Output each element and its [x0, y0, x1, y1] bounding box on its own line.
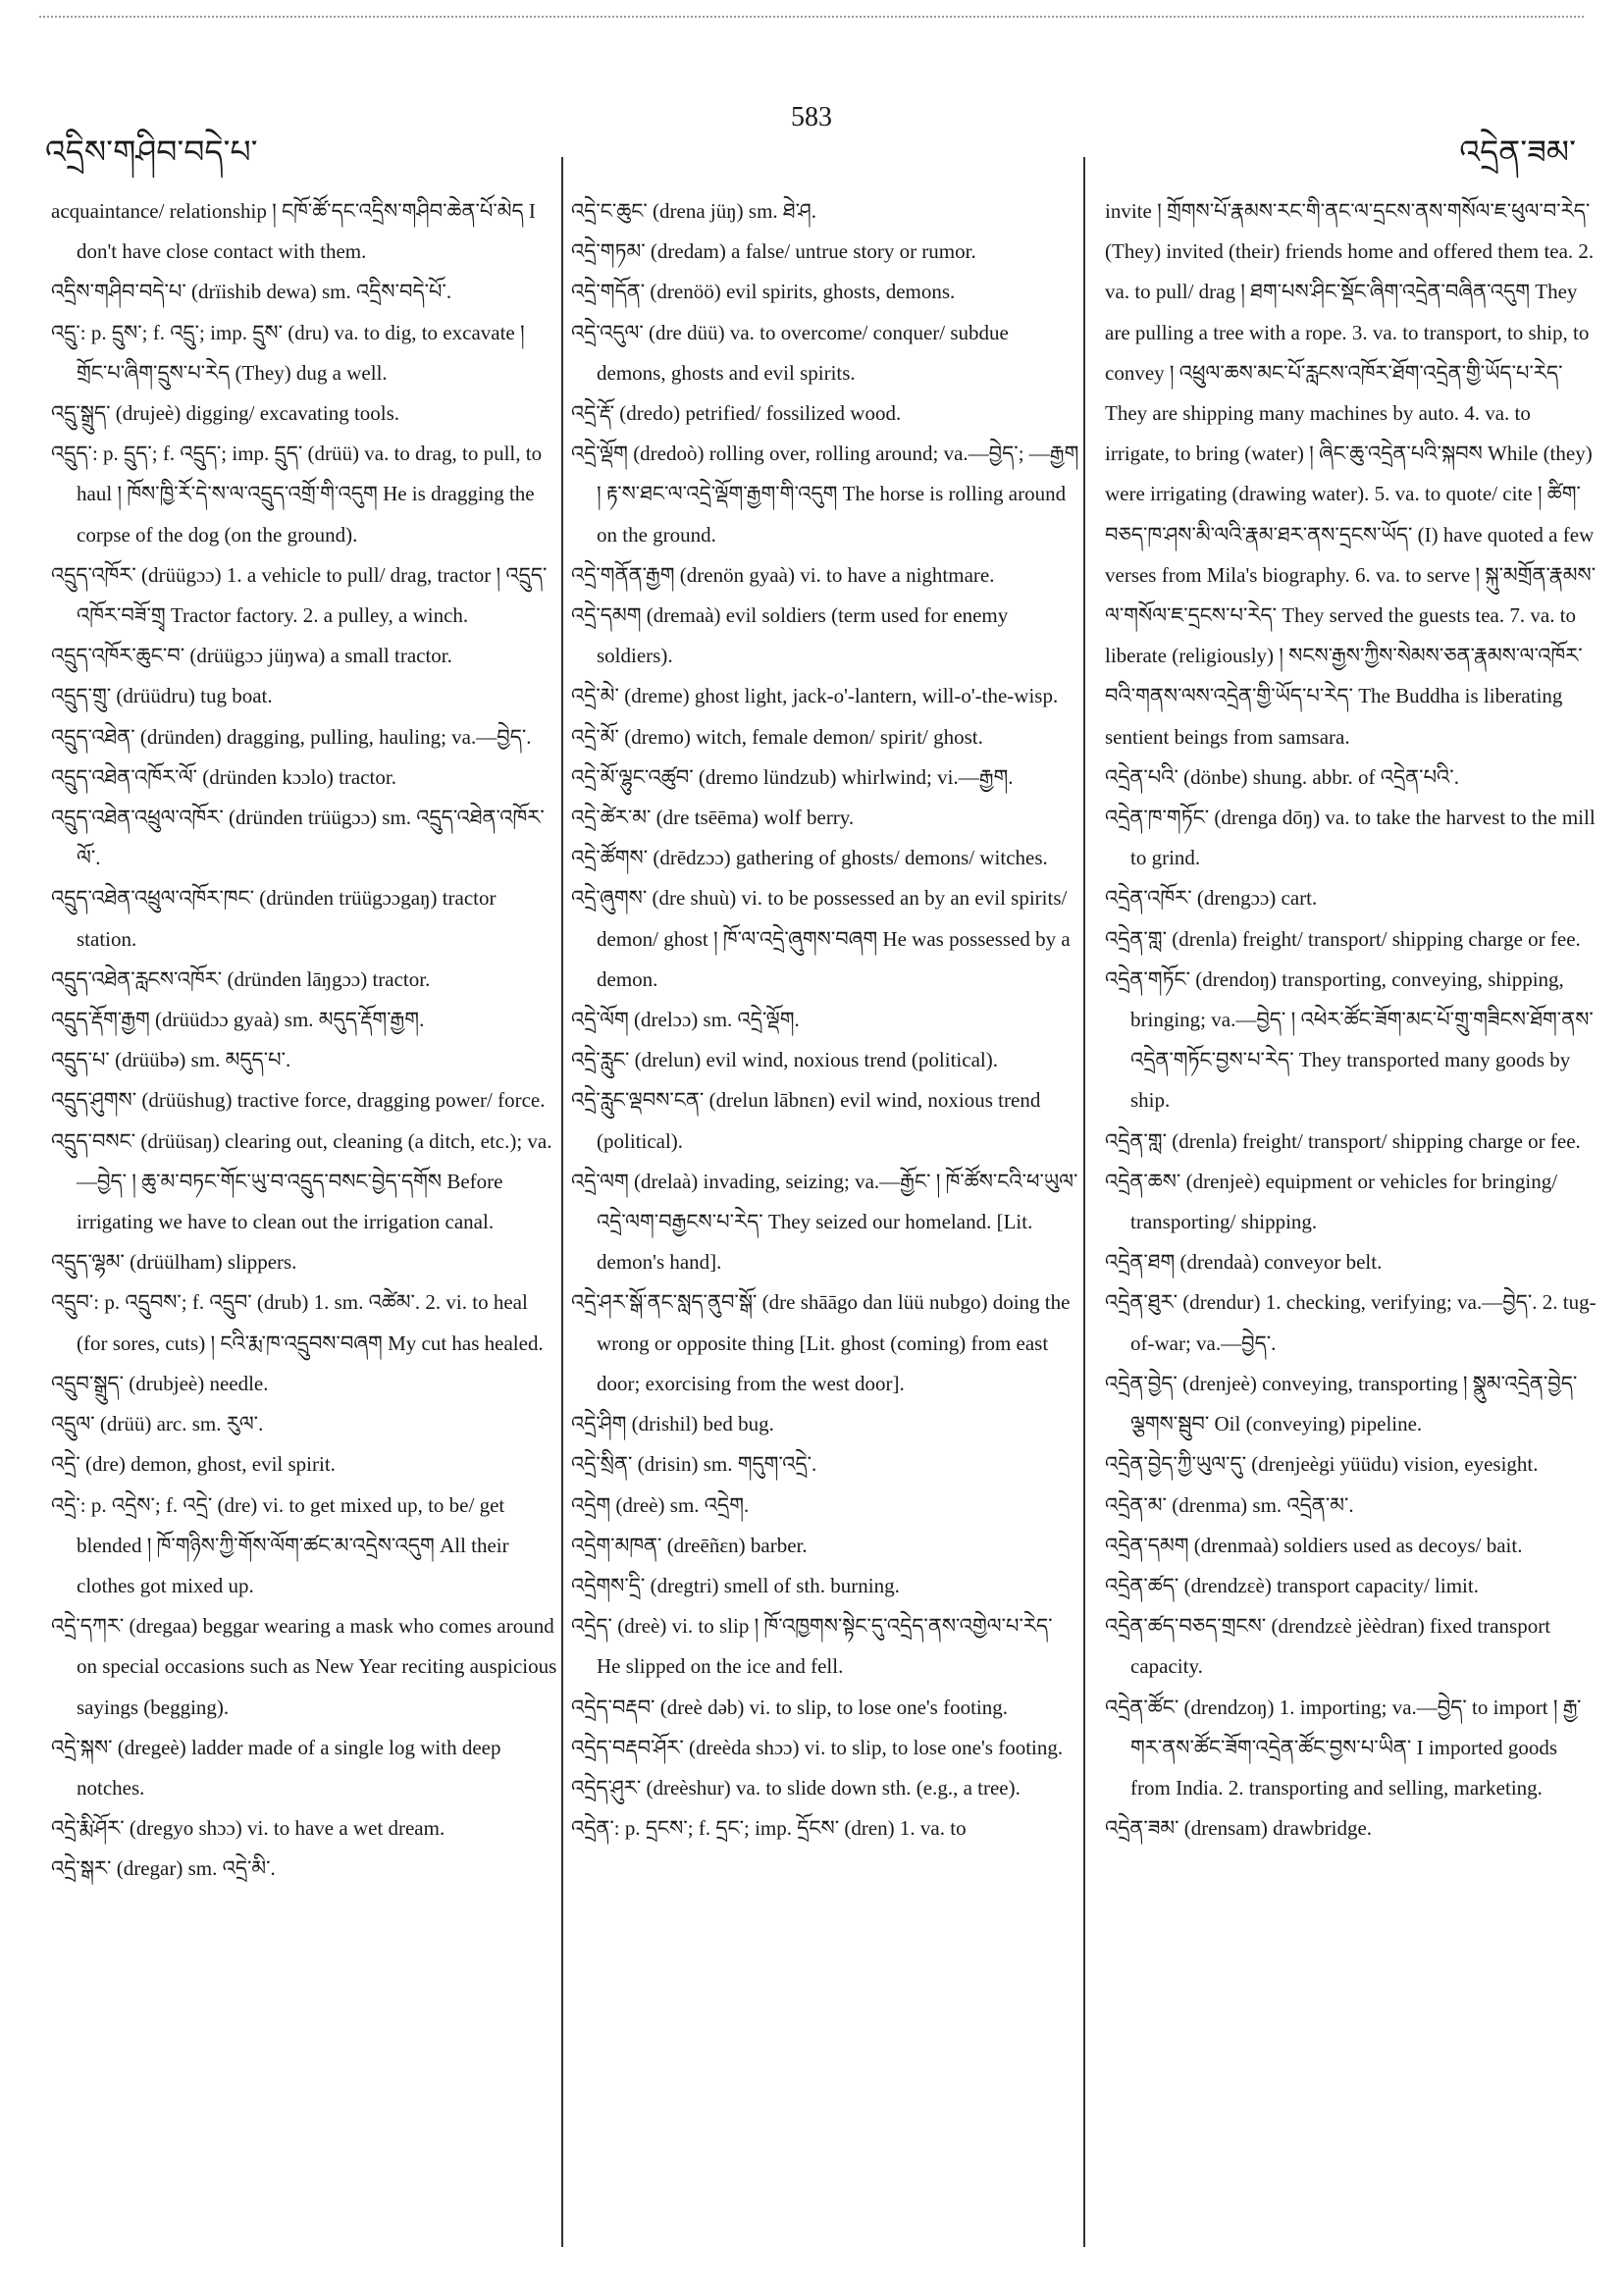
- column-right: [1105, 191, 1600, 1849]
- dictionary-entry: འདྲེ་གདོན་ (drenöö) evil spirits, ghosts, demons.: [571, 280, 956, 304]
- dictionary-entry: འདྲེ་ལག (drelaà) invading, seizing; va.—རྒྱོང་ ། ཁོ་ཚོས་ངའི་ཕ་ཡུལ་འདྲེ་ལག་བརྒྱངས་པ་རེད་ They seized our homeland. [Lit. demon's hand].: [571, 1169, 1078, 1275]
- dictionary-entry: invite ། གྲོགས་པོ་རྣམས་རང་གི་ནང་ལ་དྲངས་ནས་གསོལ་ཇ་ཕུལ་བ་རེད་ (They) invited (their) friends home and offered them tea. 2. va. to pull/ drag ། ཐག་པས་ཤིང་སྡོང་ཞིག་འདྲེན་བཞིན་འདུག They are pulling a tree with a rope. 3. va. to transport, to ship, to convey ། འཕྲུལ་ཆས་མང་པོ་རླངས་འཁོར་ཐོག་འདྲེན་གྱི་ཡོད་པ་རེད་ They are shipping many machines by auto. 4. va. to irrigate, to bring (water) ། ཞིང་ཆུ་འདྲེན་པའི་སྐབས While (they) were irrigating (drawing water). 5. va. to quote/ cite ། ཚིག་བཅད་ཁ་ཤས་མི་ལའི་རྣམ་ཐར་ནས་དྲངས་ཡོད་ (I) have quoted a few verses from Mila's biography. 6. va. to serve ། སྐུ་མགྲོན་རྣམས་ལ་གསོལ་ཇ་དྲངས་པ་རེད་ They served the guests tea. 7. va. to liberate (religiously) ། སངས་རྒྱས་ཀྱིས་སེམས་ཅན་རྣམས་ལ་འཁོར་བའི་གནས་ལས་འདྲེན་གྱི་ཡོད་པ་རེད་ The Buddha is liberating sentient beings from samsara.: [1105, 199, 1597, 749]
- dictionary-entry: འདྲེད་བརྡབ་ཤོར་ (dreèda shɔɔ) vi. to slip, to lose one's footing.: [571, 1735, 1064, 1759]
- dictionary-entry: acquaintance/ relationship ། ངཁོ་ཚོ་དང་འདྲིས་གཤིབ་ཆེན་པོ་མེད I don't have close contact with them.: [51, 199, 536, 264]
- dictionary-entry: འདྲེ་ལོག (drelɔɔ) sm. འདྲེ་ལྡོག.: [571, 1008, 800, 1032]
- dictionary-entry: འདྲུད་ཤུགས་ (drüüshug) tractive force, dragging power/ force.: [51, 1088, 546, 1113]
- column-middle: [571, 191, 1079, 1849]
- dictionary-entry: འདྲུབ་: p. འདྲུབས་; f. འདྲུབ་ (drub) 1. sm. འཚེམ་. 2. vi. to heal (for sores, cuts) ། ངའི་རྨ་ཁ་འདྲུབས་བཞག My cut has healed.: [51, 1290, 544, 1355]
- dictionary-entry: འདྲེ་མོ་ལྷུང་འཚུབ་ (dremo lündzub) whirlwind; vi.—རྒྱག.: [571, 764, 1014, 789]
- dictionary-entry: འདྲེན་ཐུར་ (drendur) 1. checking, verifying; va.—བྱེད་. 2. tug-of-war; va.—བྱེད་.: [1105, 1290, 1597, 1355]
- page-number: 583: [791, 102, 832, 132]
- top-scan-line: [39, 16, 1584, 18]
- dictionary-entry: འདྲིས་གཤིབ་བདེ་པ་ (drïishib dewa) sm. འདྲིས་བདེ་པོ་.: [51, 280, 452, 304]
- dictionary-entry: འདྲུད་པ་ (drüübə) sm. མདུད་པ་.: [51, 1048, 291, 1072]
- dictionary-entry: འདྲེན་གླ་ (drenla) freight/ transport/ shipping charge or fee.: [1105, 926, 1581, 951]
- running-head-right: འདྲེན་ཟམ་: [1459, 135, 1576, 171]
- dictionary-entry: འདྲེ་: p. འདྲེས་; f. འདྲེ་ (dre) vi. to get mixed up, to be/ get blended ། ཁོ་གཉིས་ཀྱི་གོས་ལོག་ཚང་མ་འདྲེས་འདུག All their clothes got mixed up.: [51, 1492, 509, 1597]
- dictionary-entry: འདྲེ་ཤིག (drishil) bed bug.: [571, 1412, 774, 1436]
- dictionary-entry: འདྲེ་སྐས་ (dregeè) ladder made of a single log with deep notches.: [51, 1735, 501, 1800]
- column-left: [51, 191, 559, 1890]
- dictionary-entry: འདྲེ་གནོན་རྒྱག (drenön gyaà) vi. to have a nightmare.: [571, 562, 995, 587]
- dictionary-entry: འདྲེ་ཞུགས་ (dre shuù) vi. to be possessed an by an evil spirits/ demon/ ghost ། ཁོ་ལ་འདྲེ་ཞུགས་བཞག He was possessed by a demon.: [571, 886, 1071, 991]
- column-divider: [1083, 157, 1085, 2247]
- dictionary-entry: འདྲེན་པའི་ (dönbe) shung. abbr. of འདྲེན་པའི་.: [1105, 764, 1459, 789]
- dictionary-entry: འདྲེ་རྡོ་ (dredo) petrified/ fossilized wood.: [571, 401, 902, 426]
- dictionary-entry: འདྲེ་རླུང་ལྡབས་ངན་ (drelun lābnɛn) evil wind, noxious trend (political).: [571, 1088, 1041, 1153]
- dictionary-entry: འདྲུ་སྒྲུད་ (drujeè) digging/ excavating tools.: [51, 401, 400, 426]
- dictionary-entry: འདྲེ་ (dre) demon, ghost, evil spirit.: [51, 1452, 336, 1477]
- dictionary-entry: འདྲེ་སྲིན་ (drisin) sm. གདུག་འདྲེ་.: [571, 1452, 817, 1477]
- dictionary-entry: འདྲུད་རྡོག་རྒྱག (drüüdɔɔ gyaà) sm. མདུད་རྡོག་རྒྱག.: [51, 1008, 425, 1032]
- dictionary-entry: འདྲུད་འཐེན་འཕྲུལ་འཁོར་ (dründen trüügɔɔ) sm. འདྲུད་འཐེན་འཁོར་ལོ་.: [51, 806, 545, 870]
- dictionary-entry: འདྲེ་འདུལ་ (dre düü) va. to overcome/ conquer/ subdue demons, ghosts and evil spirits.: [571, 320, 1009, 385]
- dictionary-entry: འདྲེ་རྨི་ཤོར་ (dregyo shɔɔ) vi. to have a wet dream.: [51, 1816, 445, 1841]
- dictionary-entry: འདྲེད་ཤུར་ (dreèshur) va. to slide down sth. (e.g., a tree).: [571, 1775, 1021, 1800]
- dictionary-entry: འདྲེན་བྱེད་ཀྱི་ཡུལ་དུ་ (drenjeègi yüüdu) vision, eyesight.: [1105, 1452, 1539, 1477]
- dictionary-entry: འདྲེན་ཟམ་ (drensam) drawbridge.: [1105, 1816, 1373, 1841]
- dictionary-entry: འདྲེན་ཁ་གཏོང་ (drenga dōŋ) va. to take the harvest to the mill to grind.: [1105, 806, 1596, 870]
- dictionary-entry: འདྲེན་གླ་ (drenla) freight/ transport/ shipping charge or fee.: [1105, 1128, 1581, 1153]
- dictionary-entry: འདྲུད་འཐེན་ (dründen) dragging, pulling, hauling; va.—བྱེད་.: [51, 724, 532, 749]
- dictionary-entry: འདྲེགས་དྲི་ (dregtri) smell of sth. burning.: [571, 1573, 900, 1597]
- dictionary-entry: འདྲེན་ཚད་ (drendzɛè) transport capacity/ limit.: [1105, 1573, 1479, 1597]
- dictionary-entry: འདྲེན་ཆས་ (drenjeè) equipment or vehicles for bringing/ transporting/ shipping.: [1105, 1169, 1558, 1234]
- dictionary-entry: འདྲེན་དམག (drenmaà) soldiers used as decoys/ bait.: [1105, 1533, 1523, 1557]
- dictionary-entry: འདྲེན་: p. དྲངས་; f. དྲང་; imp. དྲོངས་ (dren) 1. va. to: [571, 1816, 967, 1841]
- dictionary-entry: འདྲེ་ལྡོག (dredoò) rolling over, rolling around; va.—བྱེད་; —རྒྱག ། རྟ་ས་ཐང་ལ་འདྲེ་ལྡོག་རྒྱག་གི་འདུག The horse is rolling around on the ground.: [571, 442, 1079, 547]
- dictionary-entry: འདྲུབ་སྒྲུད་ (drubjeè) needle.: [51, 1371, 269, 1395]
- dictionary-entry: འདྲེ་དམག (dremaà) evil soldiers (term used for enemy soldiers).: [571, 603, 1009, 668]
- dictionary-entry: འདྲེག་མཁན་ (dreēñɛn) barber.: [571, 1533, 808, 1557]
- dictionary-entry: འདྲེ་མེ་ (dreme) ghost light, jack-o'-lantern, will-o'-the-wisp.: [571, 684, 1059, 708]
- dictionary-entry: འདྲུད་: p. དྲུད་; f. འདྲུད་; imp. དྲུད་ (drüü) va. to drag, to pull, to haul ། ཁོས་ཁྱི་རོ་དེ་ས་ལ་འདྲུད་འགྲོ་གི་འདུག He is dragging the corpse of the dog (on the ground).: [51, 442, 543, 547]
- dictionary-entry: འདྲེ་དཀར་ (dregaa) beggar wearing a mask who comes around on special occasions such as New Year reciting auspicious sayings (begging).: [51, 1614, 557, 1719]
- dictionary-entry: འདྲུད་འཐེན་འཕྲུལ་འཁོར་ཁང་ (dründen trüügɔɔgaŋ) tractor station.: [51, 886, 497, 951]
- running-head-left: འདྲིས་གཤིབ་བདེ་པ་: [45, 135, 258, 171]
- dictionary-entry: འདྲེད་ (dreè) vi. to slip ། ཁོ་འཁྱགས་སྟེང་དུ་འདྲེད་ནས་འགྱེལ་པ་རེད་ He slipped on the ice and fell.: [571, 1614, 1053, 1679]
- column-divider: [561, 157, 563, 2247]
- dictionary-entry: འདྲུད་བསང་ (drüüsaŋ) clearing out, cleaning (a ditch, etc.); va.—བྱེད་ ། ཆུ་མ་བཏང་གོང་ཡུ་བ་འདྲུད་བསང་བྱེད་དགོས Before irrigating we have to clean out the irrigation canal.: [51, 1128, 552, 1234]
- dictionary-entry: འདྲེན་ཚད་བཅད་གྲངས་ (drendzɛè jèèdran) fixed transport capacity.: [1105, 1614, 1551, 1679]
- dictionary-entry: འདྲེན་བྱེད་ (drenjeè) conveying, transporting ། སྣུམ་འདྲེན་བྱེད་ལྕགས་སྦུབ་ Oil (conveying) pipeline.: [1105, 1371, 1578, 1436]
- dictionary-entry: འདྲེན་འཁོར་ (drengɔɔ) cart.: [1105, 886, 1318, 911]
- dictionary-entry: འདྲུ་: p. དྲུས་; f. འདྲུ་; imp. དྲུས་ (dru) va. to dig, to excavate ། གྲོང་པ་ཞིག་དྲུས་པ་རེད (They) dug a well.: [51, 320, 525, 385]
- dictionary-entry: འདྲེན་གཏོང་ (drendoŋ) transporting, conveying, shipping, bringing; va.—བྱེད་ ། འཕེར་ཚོང་ཟོག་མང་པོ་གྲུ་གཟིངས་ཐོག་ནས་འདྲེན་གཏོང་བྱས་པ་རེད་ They transported many goods by ship.: [1105, 966, 1594, 1113]
- dictionary-entry: འདྲེ་ཚེར་མ་ (dre tsēēma) wolf berry.: [571, 806, 855, 830]
- dictionary-entry: འདྲུད་འཐེན་འཁོར་ལོ་ (dründen kɔɔlo) tractor.: [51, 764, 396, 789]
- dictionary-entry: འདྲེ་ཚོགས་ (drēdzɔɔ) gathering of ghosts/ demons/ witches.: [571, 846, 1048, 870]
- dictionary-entry: འདྲེ་རླུང་ (drelun) evil wind, noxious trend (political).: [571, 1048, 998, 1072]
- dictionary-entry: འདྲུད་ལྷམ་ (drüülham) slippers.: [51, 1250, 297, 1275]
- dictionary-entry: འདྲེ་གཏམ་ (dredam) a false/ untrue story or rumor.: [571, 239, 976, 264]
- dictionary-entry: འདྲུད་འཁོར་ཆུང་བ་ (drüügɔɔ jüŋwa) a small tractor.: [51, 644, 452, 668]
- dictionary-entry: འདྲུད་གྲུ་ (drüüdru) tug boat.: [51, 684, 273, 708]
- dictionary-entry: འདྲུད་འཐེན་རླངས་འཁོར་ (dründen lāŋgɔɔ) tractor.: [51, 966, 431, 991]
- dictionary-entry: འདྲེན་ཐག (drendaà) conveyor belt.: [1105, 1250, 1383, 1275]
- dictionary-entry: འདྲུལ་ (drüü) arc. sm. རུལ་.: [51, 1412, 264, 1436]
- dictionary-entry: འདྲུད་འཁོར་ (drüügɔɔ) 1. a vehicle to pull/ drag, tractor ། འདྲུད་འཁོར་བཟོ་གྲྭ Tractor factory. 2. a pulley, a winch.: [51, 562, 548, 628]
- dictionary-entry: འདྲེད་བརྡབ་ (dreè dəb) vi. to slip, to lose one's footing.: [571, 1695, 1009, 1719]
- dictionary-entry: འདྲེ་མོ་ (dremo) witch, female demon/ spirit/ ghost.: [571, 724, 983, 749]
- dictionary-entry: འདྲེག (dreè) sm. འདྲེག.: [571, 1492, 750, 1517]
- dictionary-entry: འདྲེ་ཤར་སྒོ་ནང་སླད་ནུབ་སྒོ་ (dre shāāgo dan lüü nubgo) doing the wrong or opposite thing [Lit. ghost (coming) from east door; exorcising from the west door].: [571, 1290, 1071, 1395]
- dictionary-entry: འདྲེན་ཚོང་ (drendzoŋ) 1. importing; va.—བྱེད་ to import ། རྒྱ་གར་ནས་ཚོང་ཟོག་འདྲེན་ཚོང་བྱས་པ་ཡིན་ I imported goods from India. 2. transporting and selling, marketing.: [1105, 1695, 1582, 1800]
- dictionary-entry: འདྲེན་མ་ (drenma) sm. འདྲེན་མ་.: [1105, 1492, 1354, 1517]
- dictionary-entry: འདྲེ་སྒར་ (dregar) sm. འདྲེ་མི་.: [51, 1856, 276, 1881]
- dictionary-entry: འདྲེ་ང་ཆུང་ (drena jüŋ) sm. ཐེ་ཤ.: [571, 199, 817, 223]
